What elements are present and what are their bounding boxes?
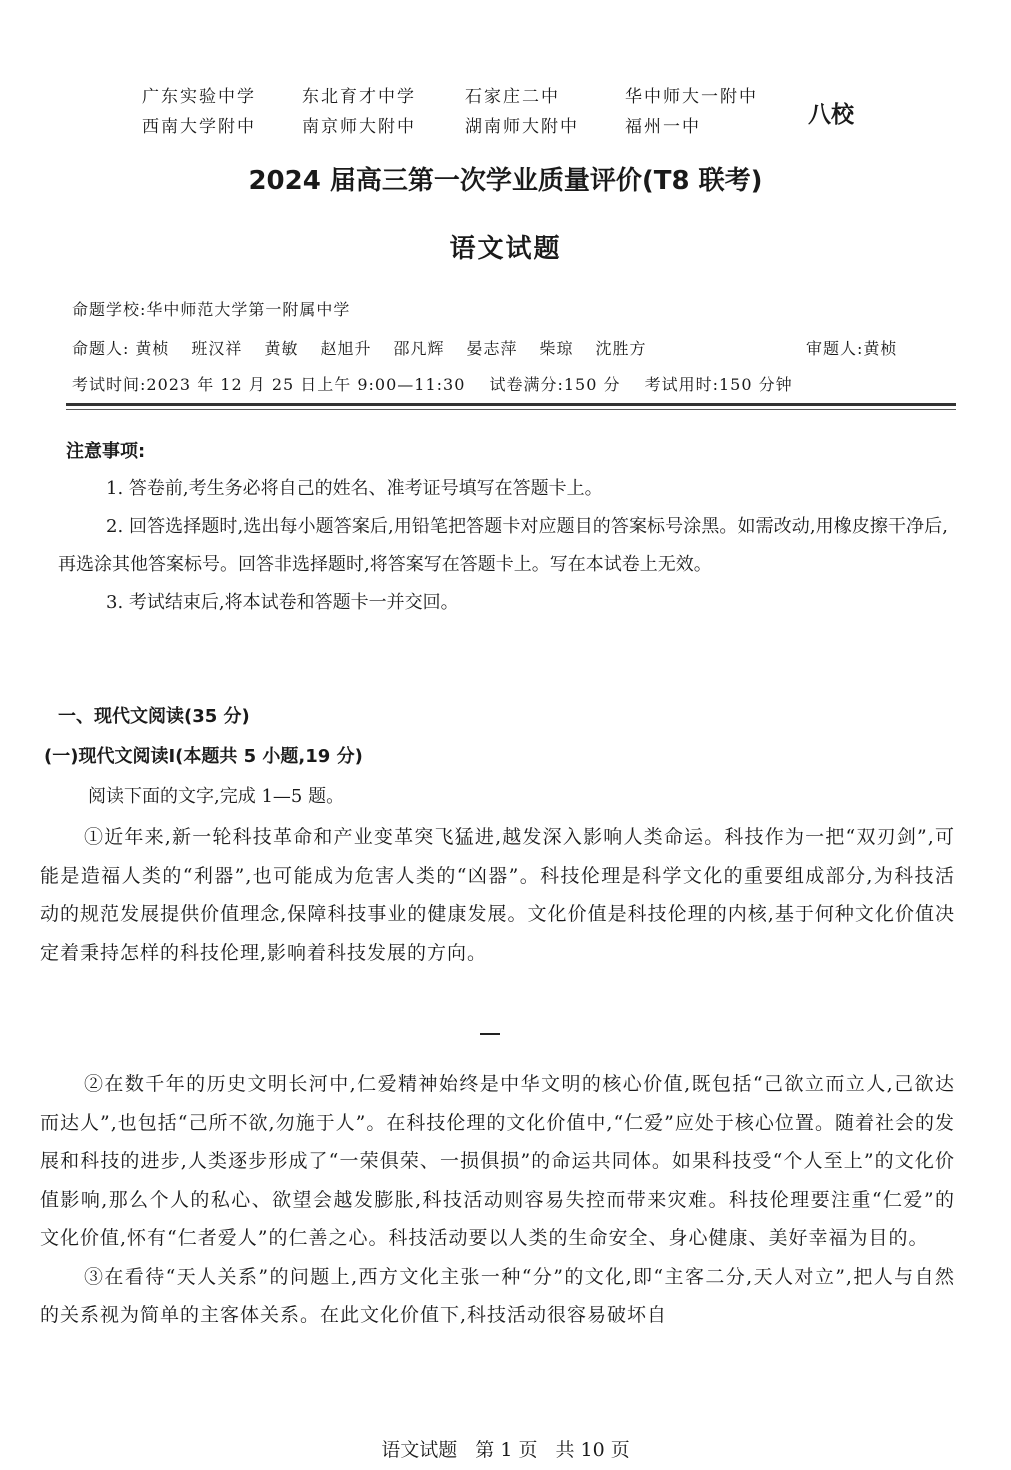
passage-part-2 [40,1065,955,1335]
school-name: 东北育才中学 [302,87,416,107]
school-row-2 [142,112,802,142]
author-name: 赵旭升 [320,339,372,358]
exam-duration: 考试用时:150 分钟 [644,375,793,394]
footer-total-pages: 共 10 页 [555,1439,630,1461]
footer-subject: 语文试题 [381,1439,458,1461]
author-names [135,336,668,359]
exam-info-line [72,372,811,395]
notice-heading: 注意事项: [66,441,146,462]
eight-schools-label: 八校 [808,102,854,128]
notice-item: 2. 回答选择题时,选出每小题答案后,用铅笔把答题卡对应题目的答案标号涂黑。如需改动,用橡皮擦干净后,再选涂其他答案标号。回答非选择题时,将答案写在答题卡上。写在本试卷上无效。 [58,516,948,575]
notice-item: 3. 考试结束后,将本试卷和答题卡一并交回。 [106,592,459,613]
passage-part-1 [40,818,955,972]
header-rule-thick [66,403,956,406]
school-row-1 [142,82,802,112]
header-rule-thin [66,409,956,410]
passage-paragraph: ③在看待“天人关系”的问题上,西方文化主张一种“分”的文化,即“主客二分,天人对立”,把人与自然的关系视为简单的主客体关系。在此文化价值下,科技活动很容易破坏自 [40,1265,955,1326]
school-name: 福州一中 [625,117,701,137]
page-footer [0,1435,1011,1462]
notice-item: 1. 答卷前,考生务必将自己的姓名、准考证号填写在答题卡上。 [106,478,603,499]
author-name: 晏志萍 [466,339,518,358]
reading-instruction: 阅读下面的文字,完成 1—5 题。 [88,786,345,807]
author-name: 黄敏 [264,339,299,358]
school-name: 广东实验中学 [142,87,256,107]
school-list [142,82,802,142]
subsection-heading: (一)现代文阅读Ⅰ(本题共 5 小题,19 分) [44,746,363,767]
full-score: 试卷满分:150 分 [489,375,621,394]
setting-school: 命题学校:华中师范大学第一附属中学 [72,300,351,319]
school-name: 华中师大一附中 [625,87,758,107]
section-heading: 一、现代文阅读(35 分) [58,706,250,727]
school-name: 石家庄二中 [465,87,560,107]
author-name: 沈胜方 [595,339,647,358]
notice-list [58,470,948,622]
author-name: 柴琼 [539,339,574,358]
footer-page-number: 第 1 页 [475,1439,538,1461]
exam-time: 考试时间:2023 年 12 月 25 日上午 9:00—11:30 [72,375,466,394]
authors-label: 命题人: [72,339,130,358]
exam-subject-title: 语文试题 [449,234,562,264]
passage-paragraph: ①近年来,新一轮科技革命和产业变革突飞猛进,越发深入影响人类命运。科技作为一把“双刃剑”,可能是造福人类的“利器”,也可能成为危害人类的“凶器”。科技伦理是科学文化的重要组成部分,为科技活动的规范发展提供价值理念,保障科技事业的健康发展。文化价值是科技伦理的内核,基于何种文化价值决定着秉持怎样的科技伦理,影响着科技发展的方向。 [40,826,955,964]
author-name: 班汉祥 [191,339,243,358]
school-name: 南京师大附中 [302,117,416,137]
authors-line [72,336,898,359]
school-name: 西南大学附中 [142,117,256,137]
reviewer: 审题人:黄桢 [806,339,898,358]
school-name: 湖南师大附中 [465,117,579,137]
exam-title: 2024 届高三第一次学业质量评价(T8 联考) [248,166,763,196]
author-name: 邵凡辉 [393,339,445,358]
author-name: 黄桢 [135,339,170,358]
part-divider [480,1033,500,1035]
passage-paragraph: ②在数千年的历史文明长河中,仁爱精神始终是中华文明的核心价值,既包括“己欲立而立人,己欲达而达人”,也包括“己所不欲,勿施于人”。在科技伦理的文化价值中,“仁爱”应处于核心位置。随着社会的发展和科技的进步,人类逐步形成了“一荣俱荣、一损俱损”的命运共同体。如果科技受“个人至上”的文化价值影响,那么个人的私心、欲望会越发膨胀,科技活动则容易失控而带来灾难。科技伦理要注重“仁爱”的文化价值,怀有“仁者爱人”的仁善之心。科技活动要以人类的生命安全、身心健康、美好幸福为目的。 [40,1073,955,1249]
